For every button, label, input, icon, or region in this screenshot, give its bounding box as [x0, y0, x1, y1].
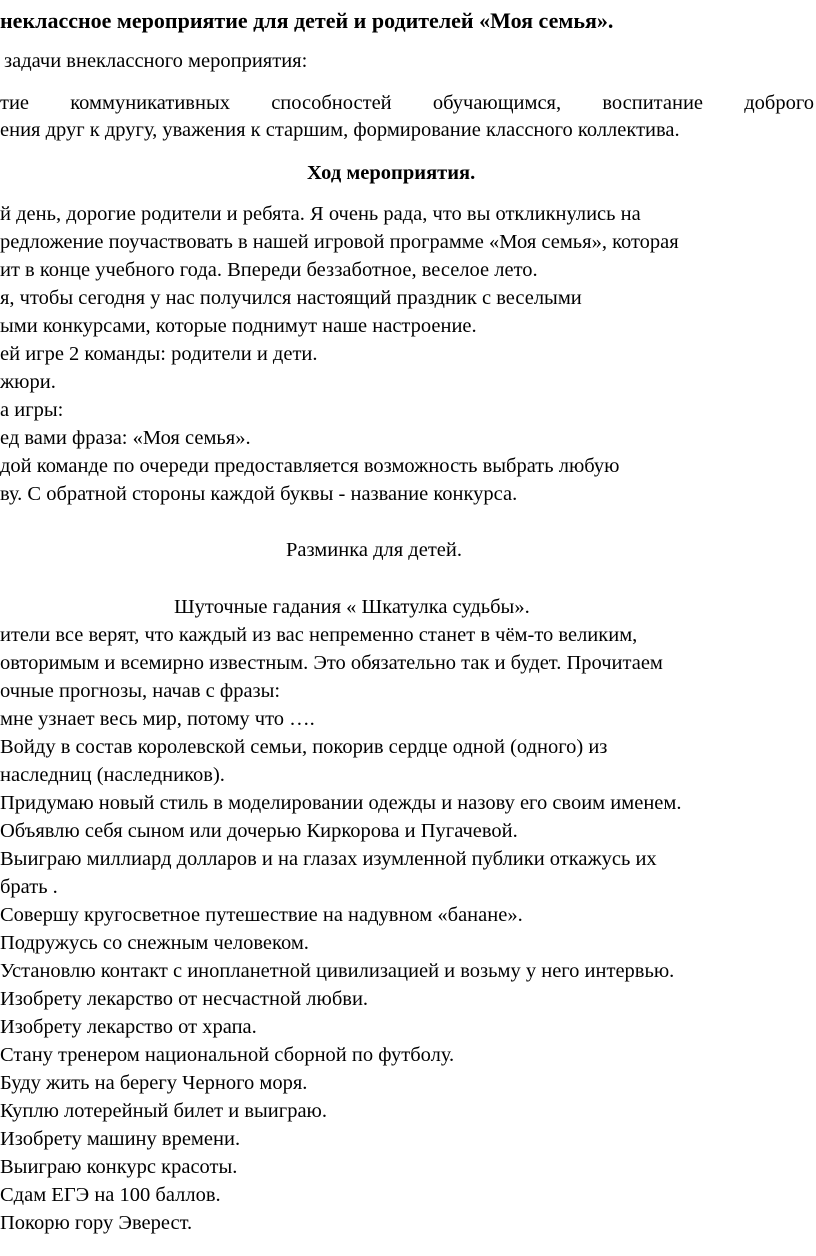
section-heading: Ход мероприятия.	[307, 162, 476, 184]
fortune-item: наследниц (наследников).	[0, 764, 225, 786]
intro-line: ед вами фраза: «Моя семья».	[0, 427, 251, 449]
fortune-item: Куплю лотерейный билет и выиграю.	[0, 1100, 327, 1122]
tasks-line-1	[0, 90, 814, 116]
intro-line: ыми конкурсами, которые поднимут наше настроение.	[0, 315, 477, 337]
intro-line: ву. С обратной стороны каждой буквы - название конкурса.	[0, 483, 518, 505]
fortune-item: Совершу кругосветное путешествие на надувном «банане».	[0, 904, 523, 926]
fortune-item: Изобрету машину времени.	[0, 1128, 241, 1150]
fortune-item: Покорю гору Эверест.	[0, 1212, 193, 1234]
intro-line: ит в конце учебного года. Впереди беззаботное, веселое лето.	[0, 259, 538, 281]
tasks-word: тие	[0, 92, 30, 114]
intro-line: ей игре 2 команды: родители и дети.	[0, 343, 318, 365]
fortune-intro-line: очные прогнозы, начав с фразы:	[0, 680, 281, 702]
intro-line: дой команде по очереди предоставляется возможность выбрать любую	[0, 455, 620, 477]
tasks-word: доброго	[744, 92, 814, 114]
fortune-item: Буду жить на берегу Черного моря.	[0, 1072, 308, 1094]
tasks-word: способностей	[271, 92, 392, 114]
fortune-intro-line: ители все верят, что каждый из вас непременно станет в чём-то великим,	[0, 624, 638, 646]
fortune-item: Подружусь со снежным человеком.	[0, 932, 309, 954]
fortune-item: Объявлю себя сыном или дочерью Киркорова и Пугачевой.	[0, 820, 518, 842]
tasks-line-2: ения друг к другу, уважения к старшим, формирование классного коллектива.	[0, 119, 680, 141]
tasks-word: воспитание	[602, 92, 704, 114]
fortune-intro-line: овторимым и всемирно известным. Это обязательно так и будет. Прочитаем	[0, 652, 663, 674]
intro-line: а игры:	[0, 399, 64, 421]
document-title: неклассное мероприятие для детей и родителей «Моя семья».	[0, 8, 614, 33]
intro-line: жюри.	[0, 371, 56, 393]
fortune-item: брать .	[0, 876, 58, 898]
fortune-item: Стану тренером национальной сборной по футболу.	[0, 1044, 455, 1066]
fortune-item: Выиграю конкурс красоты.	[0, 1156, 238, 1178]
intro-line: редложение поучаствовать в нашей игровой программе «Моя семья», которая	[0, 231, 679, 253]
warmup-heading: Разминка для детей.	[286, 539, 462, 561]
fortune-item: Сдам ЕГЭ на 100 баллов.	[0, 1184, 221, 1206]
tasks-word: обучающимся,	[432, 92, 562, 114]
intro-line: й день, дорогие родители и ребята. Я очень рада, что вы откликнулись на	[0, 203, 641, 225]
fortune-item: Изобрету лекарство от храпа.	[0, 1016, 257, 1038]
fortune-item: Выиграю миллиард долларов и на глазах изумленной публики откажусь их	[0, 848, 657, 870]
fortune-item: Установлю контакт с инопланетной цивилизацией и возьму у него интервью.	[0, 960, 675, 982]
fortune-heading: Шуточные гадания « Шкатулка судьбы».	[174, 596, 530, 618]
tasks-word: коммуникативных	[70, 92, 230, 114]
fortune-item: Войду в состав королевской семьи, покорив сердце одной (одного) из	[0, 736, 608, 758]
fortune-item: Изобрету лекарство от несчастной любви.	[0, 988, 369, 1010]
intro-line: я, чтобы сегодня у нас получился настоящий праздник с веселыми	[0, 287, 582, 309]
fortune-intro-line: мне узнает весь мир, потому что ….	[0, 708, 315, 730]
tasks-label: задачи внеклассного мероприятия:	[4, 50, 308, 72]
fortune-item: Придумаю новый стиль в моделировании одежды и назову его своим именем.	[0, 792, 682, 814]
